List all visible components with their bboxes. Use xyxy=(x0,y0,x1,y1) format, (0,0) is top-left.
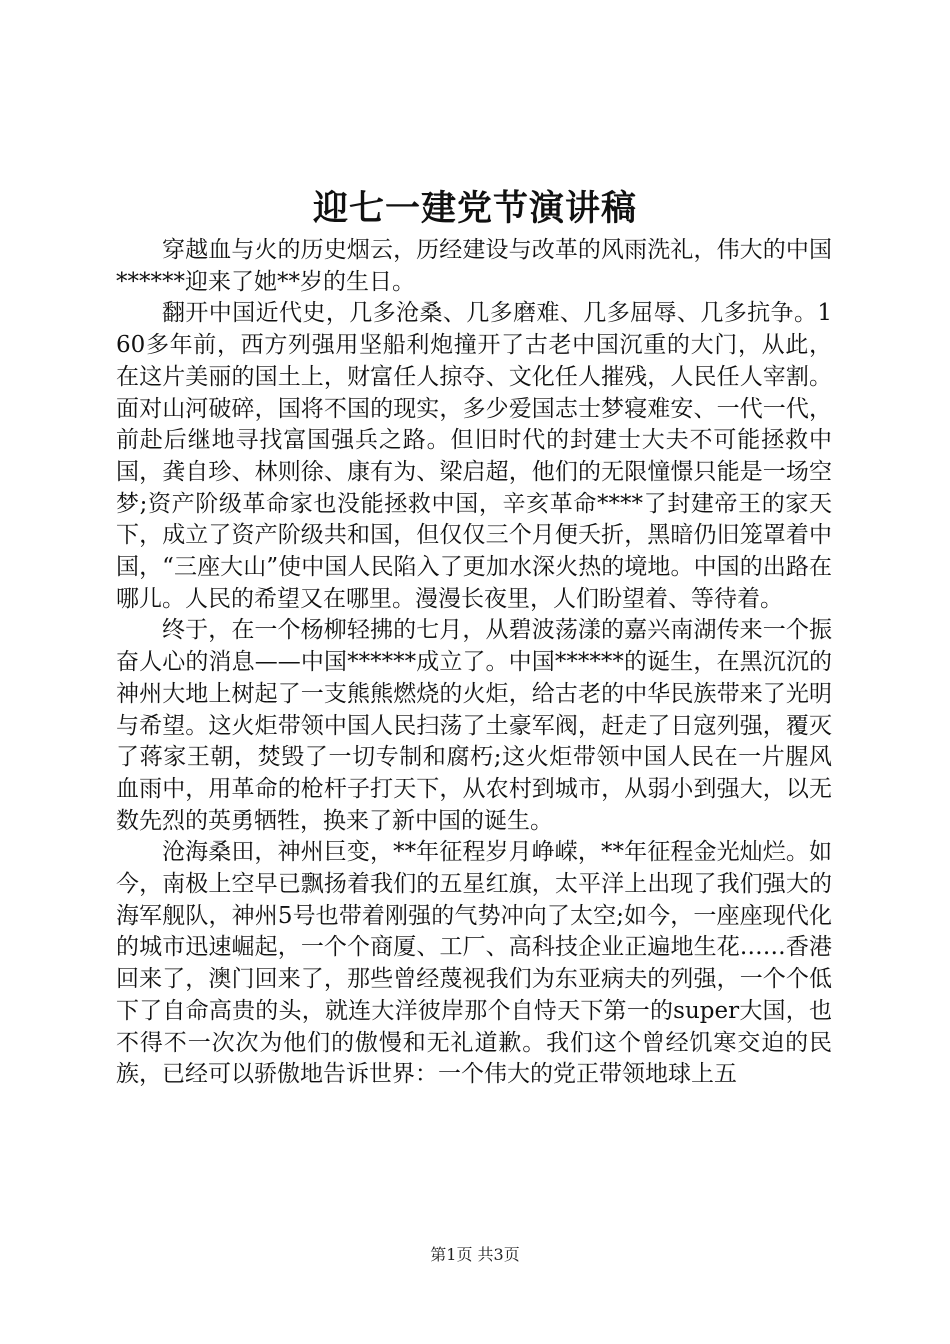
document-body xyxy=(116,235,832,1091)
paragraph-4: 沧海桑田，神州巨变，**年征程岁月峥嵘，**年征程金光灿烂。如今，南极上空早已飘扬着我们的五星红旗，太平洋上出现了我们强大的海军舰队，神州5号也带着刚强的气势冲向了太空;如今，一座座现代化的城市迅速崛起，一个个商厦、工厂、高科技企业正遍地生花……香港回来了，澳门回来了，那些曾经蔑视我们为东亚病夫的列强，一个个低下了自命高贵的头，就连大洋彼岸那个自恃天下第一的super大国，也不得不一次次为他们的傲慢和无礼道歉。我们这个曾经饥寒交迫的民族，已经可以骄傲地告诉世界：一个伟大的党正带领地球上五 xyxy=(116,839,832,1088)
paragraph-3: 终于，在一个杨柳轻拂的七月，从碧波荡漾的嘉兴南湖传来一个振奋人心的消息——中国******成立了。中国******的诞生，在黑沉沉的神州大地上树起了一支熊熊燃烧的火炬，给古老的中华民族带来了光明与希望。这火炬带领中国人民扫荡了土豪军阀，赶走了日寇列强，覆灭了蒋家王朝，焚毁了一切专制和腐朽;这火炬带领中国人民在一片腥风血雨中，用革命的枪杆子打天下，从农村到城市，从弱小到强大，以无数先烈的英勇牺牲，换来了新中国的诞生。 xyxy=(116,617,832,834)
paragraph-2: 翻开中国近代史，几多沧桑、几多磨难、几多屈辱、几多抗争。160多年前，西方列强用坚船利炮撞开了古老中国沉重的大门，从此，在这片美丽的国土上，财富任人掠夺、文化任人摧残，人民任人宰割。面对山河破碎，国将不国的现实，多少爱国志士梦寝难安、一代一代，前赴后继地寻找富国强兵之路。但旧时代的封建士大夫不可能拯救中国，龚自珍、林则徐、康有为、梁启超，他们的无限憧憬只能是一场空梦;资产阶级革命家也没能拯救中国，辛亥革命****了封建帝王的家天下，成立了资产阶级共和国，但仅仅三个月便夭折，黑暗仍旧笼罩着中国，“三座大山”使中国人民陷入了更加水深火热的境地。中国的出路在哪儿。人民的希望又在哪里。漫漫长夜里，人们盼望着、等待着。 xyxy=(116,300,832,612)
document-title: 迎七一建党节演讲稿 xyxy=(312,188,637,229)
paragraph-1: 穿越血与火的历史烟云，历经建设与改革的风雨洗礼，伟大的中国******迎来了她**岁的生日。 xyxy=(116,237,832,295)
page-number-footer: 第1页 共3页 xyxy=(430,1245,520,1264)
